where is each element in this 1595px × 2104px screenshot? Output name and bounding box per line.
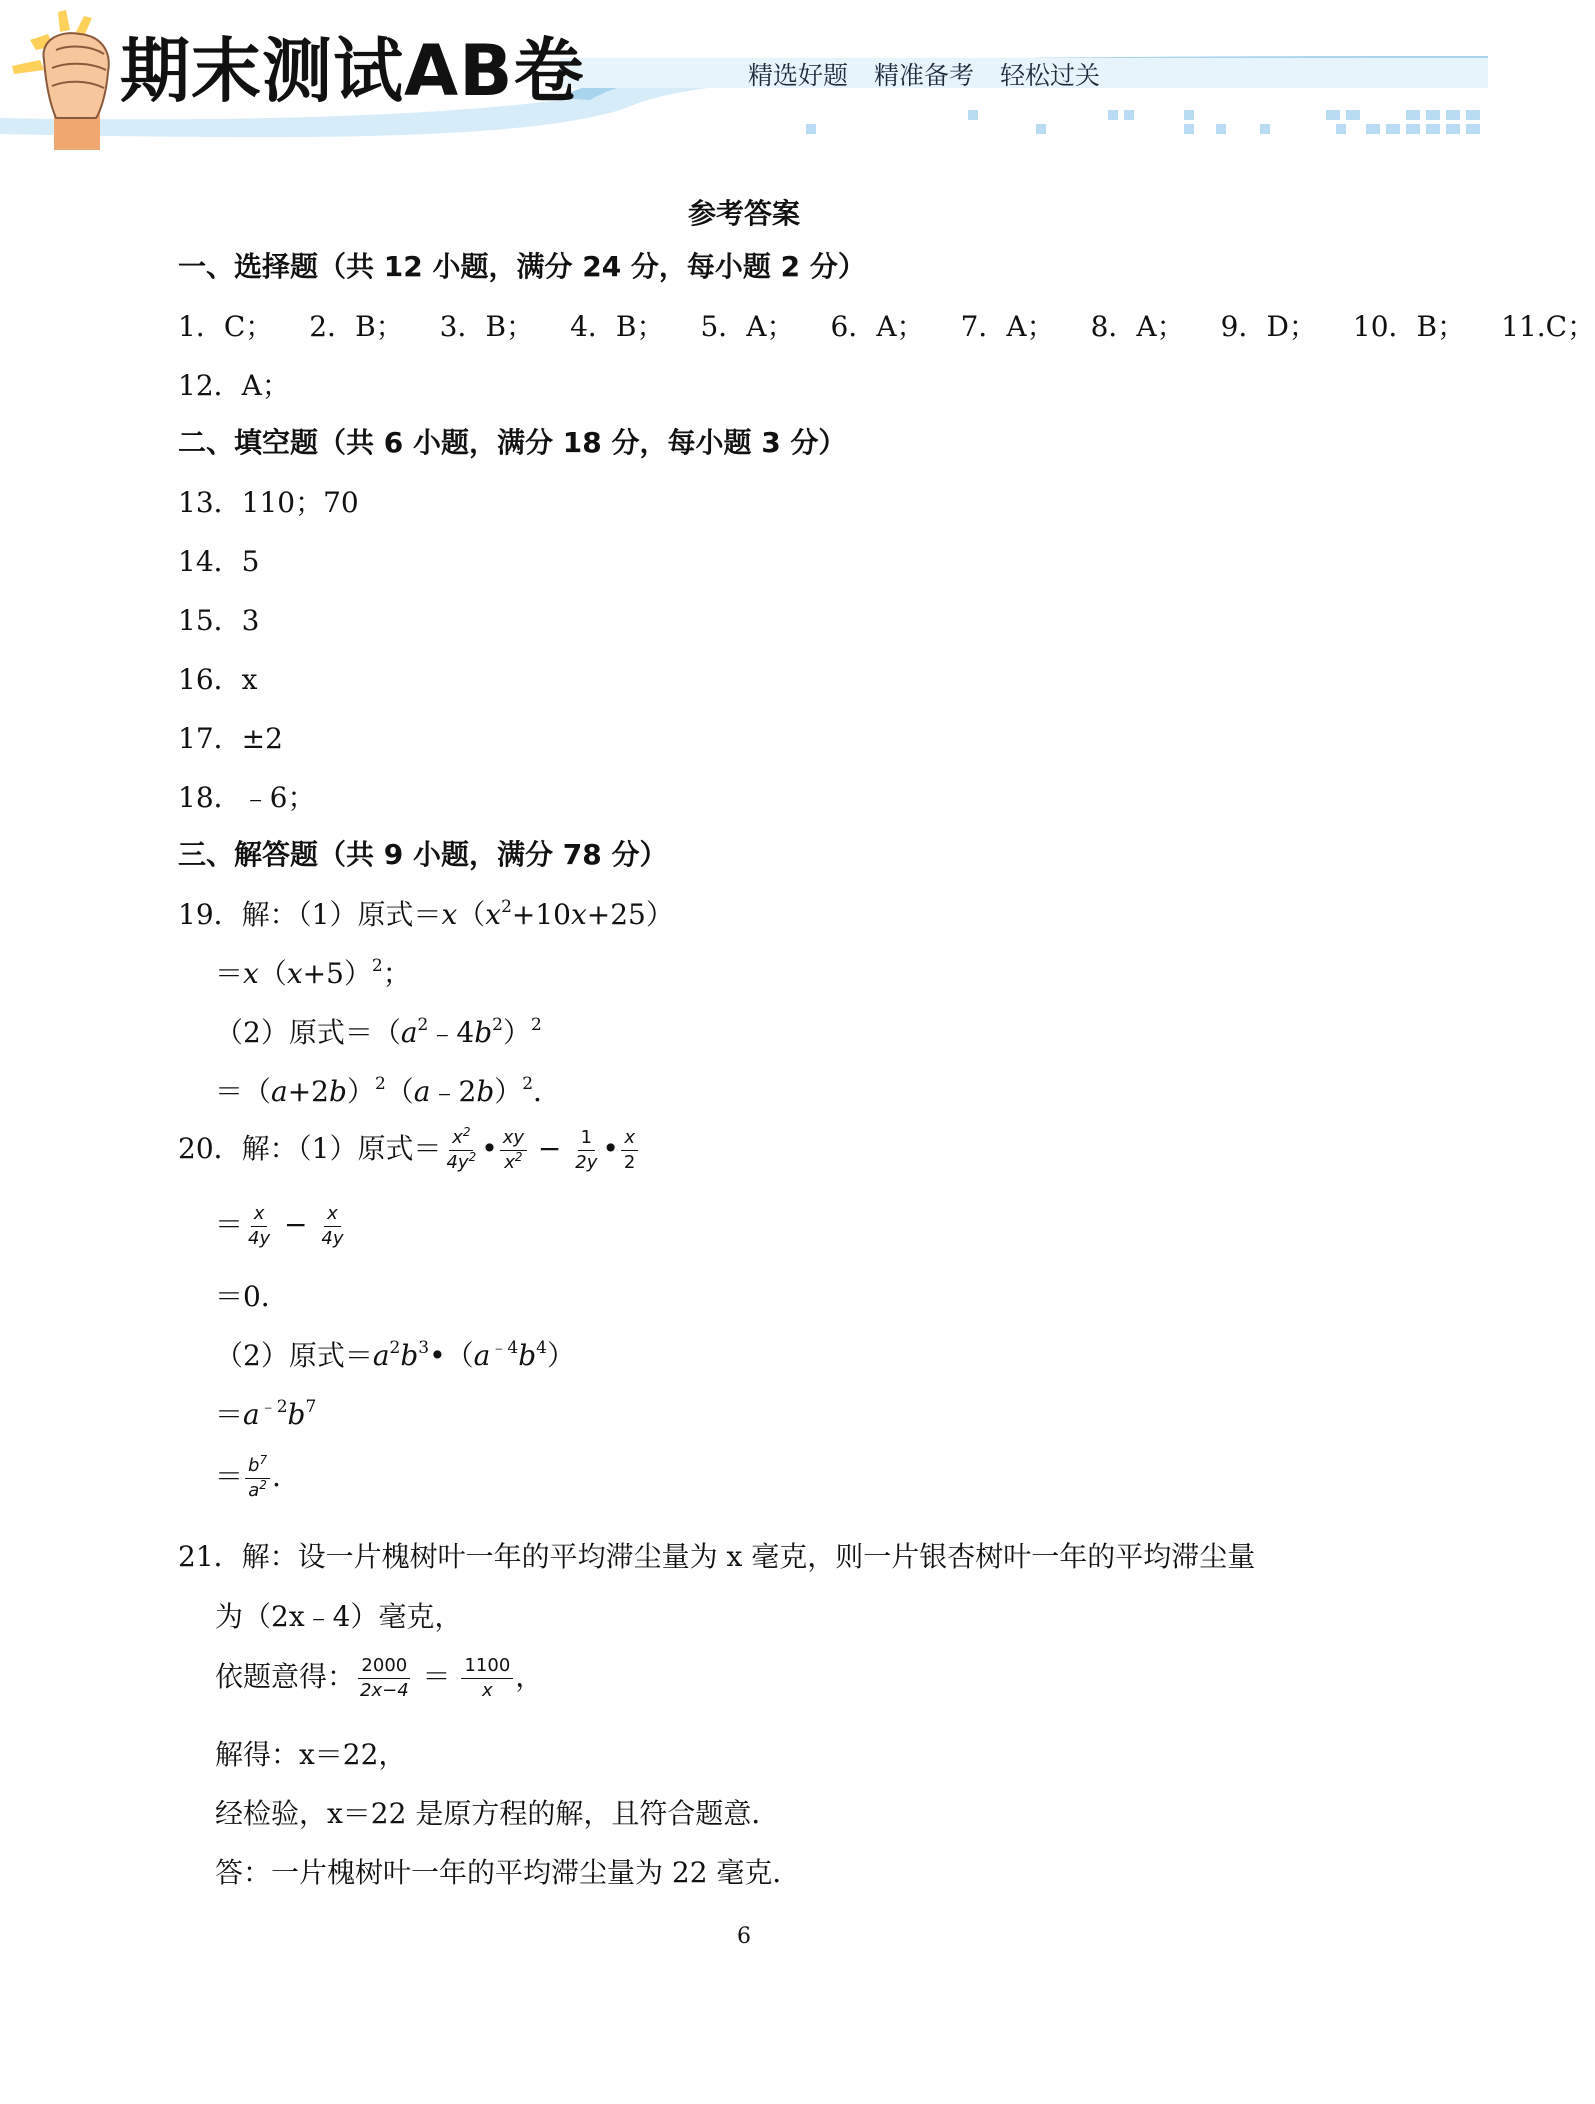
mc-answer: 9．D； [1220, 310, 1317, 343]
page-header [0, 0, 1488, 150]
fraction: $\frac{x}{2}$ [621, 1128, 638, 1173]
mc-answer: 10．B； [1352, 310, 1466, 343]
slogan-1: 精选好题 [748, 61, 849, 90]
q20-line-5: $=a^{﹣2}b^7$ [215, 1397, 317, 1431]
section-heading-2: 二、填空题（共 6 小题，满分 18 分，每小题 3 分） [178, 426, 847, 459]
fill-answer-16: 16．x [178, 663, 258, 696]
q19-line-4: $=(a+2b)^2(a﹣2b)^2$． [215, 1074, 562, 1108]
mc-answer: 8．A； [1090, 310, 1185, 343]
fraction: $\frac{b^7}{a^2}$ [245, 1456, 270, 1501]
q19-line-2: $=x(x+5)^2$； [215, 956, 411, 990]
q19-line-3: （2）原式$=(a^2﹣4b^2)^2$ [215, 1015, 542, 1049]
q20-line-3: ＝0． [215, 1280, 289, 1313]
fill-answer-13: 13．110；70 [178, 486, 359, 519]
header-slogans [748, 56, 1100, 92]
q21-line-2: 为（2x﹣4）毫克， [215, 1600, 463, 1633]
page-number: 6 [737, 1924, 751, 1949]
mc-answer: 7．A； [960, 310, 1055, 343]
mc-answer: 6．A； [830, 310, 925, 343]
mc-answer: 2．B； [309, 310, 404, 343]
brand-title: 期末测试AB卷 [120, 30, 585, 112]
mc-answers-row [178, 310, 1595, 344]
fraction: $\frac{1}{2y}$ [575, 1127, 598, 1173]
slogan-3: 轻松过关 [1000, 61, 1101, 90]
q21-line-6: 答：一片槐树叶一年的平均滞尘量为 22 毫克． [215, 1856, 801, 1889]
fraction: $\frac{x}{4y}$ [321, 1203, 344, 1249]
q21-line-4: 解得：x＝22， [215, 1738, 407, 1771]
q20-line-2: ＝ $\frac{x}{4y}$ − $\frac{x}{4y}$ [215, 1204, 349, 1249]
q21-line-1: 21．解：设一片槐树叶一年的平均滞尘量为 x 毫克，则一片银杏树叶一年的平均滞尘量 [178, 1540, 1256, 1573]
mc-answer: 1．C； [178, 310, 274, 343]
slogan-2: 精准备考 [874, 61, 975, 90]
fill-answer-17: 17．±2 [178, 722, 283, 755]
q21-line-5: 经检验，x＝22 是原方程的解，且符合题意． [215, 1797, 780, 1830]
mc-answer: 11.C； [1501, 310, 1595, 343]
fraction: $\frac{2000}{2x-4}$ [360, 1655, 409, 1701]
mc-answer: 5．A； [700, 310, 795, 343]
fill-answer-18: 18．﹣6； [178, 781, 316, 814]
section-heading-3: 三、解答题（共 9 小题，满分 78 分） [178, 838, 668, 871]
q21-line-3: 依题意得： $\frac{2000}{2x-4}$ ＝ $\frac{1100}{x}$ ， [215, 1655, 544, 1701]
q20-line-6: ＝ $\frac{b^7}{a^2}$ ． [215, 1453, 301, 1501]
fill-answer-14: 14．5 [178, 545, 260, 578]
doc-title: 参考答案 [687, 197, 800, 230]
q19-line-1: 19．解：（1）原式$=x(x^2+10x+25)$ [178, 897, 674, 931]
mc-answer-last: 12．A； [178, 369, 290, 402]
mc-answer: 3．B； [439, 310, 535, 343]
fill-answer-15: 15．3 [178, 604, 260, 637]
fraction: $\frac{1100}{x}$ [461, 1656, 513, 1701]
mc-answer: 4．B； [570, 310, 665, 343]
section-heading-1: 一、选择题（共 12 小题，满分 24 分，每小题 2 分） [178, 250, 866, 283]
fraction: $\frac{x^2}{4y^2}$ [446, 1125, 477, 1173]
fraction: $\frac{x}{4y}$ [248, 1203, 271, 1249]
fraction: $\frac{xy}{x^2}$ [500, 1128, 527, 1173]
q20-line-4: （2）原式$=a^2b^3•(a^{﹣4}b^4)$ [215, 1338, 575, 1372]
q20-line-1: 20．解：（1）原式＝ $\frac{x^2}{4y^2}$ • $\frac{xy}{x^2}$ − $\frac{1}{2y}$ • $\frac{x}{2}$ [178, 1128, 640, 1173]
